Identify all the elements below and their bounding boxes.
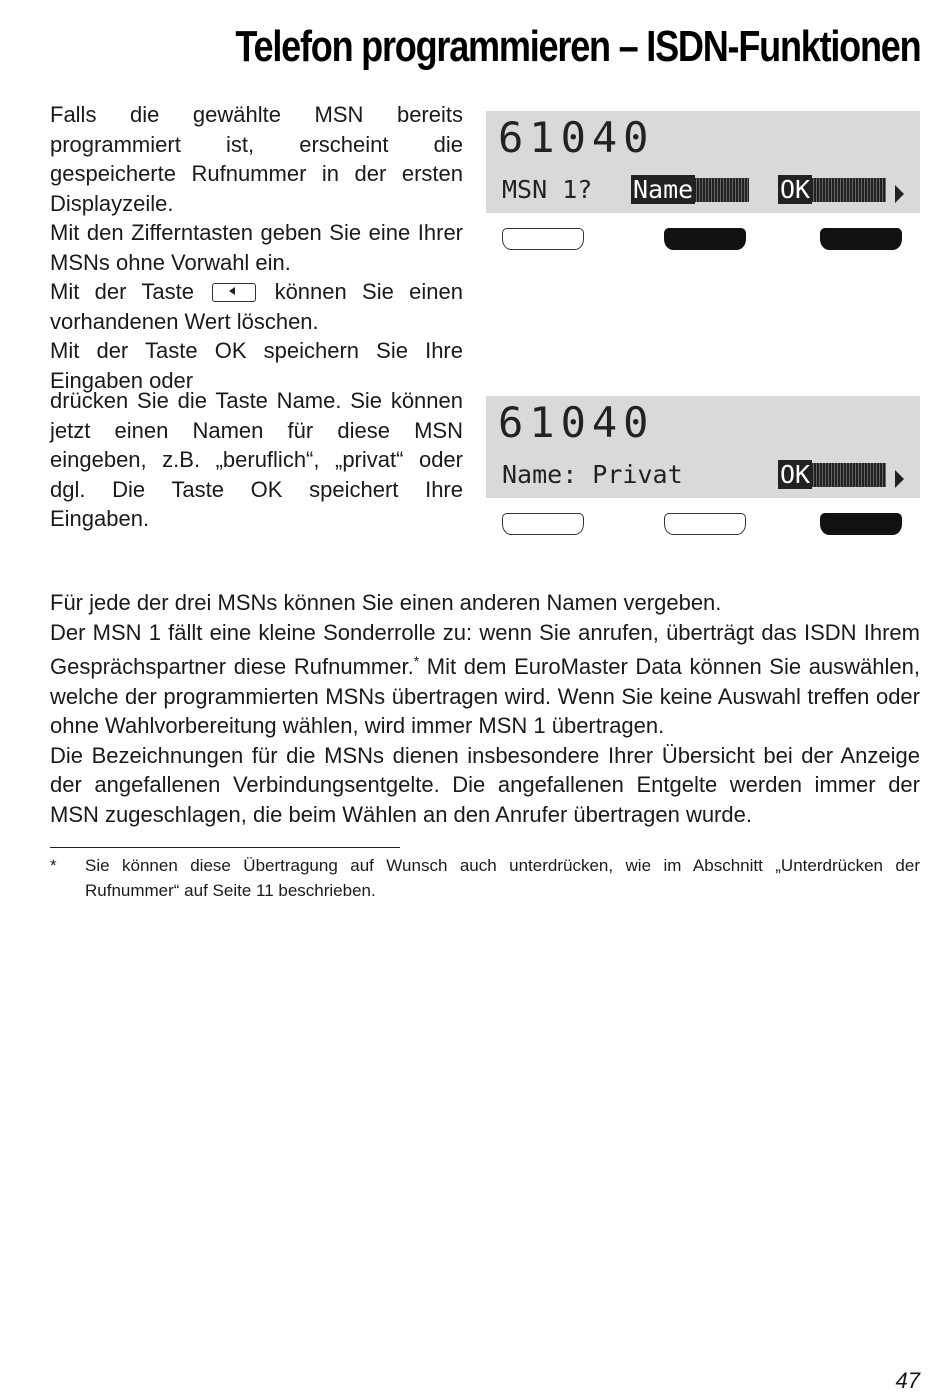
soft-button-left[interactable]: [502, 513, 584, 535]
display-line2: Name: Privat: [502, 460, 683, 489]
paragraph: [50, 277, 463, 336]
softkey-ok-label: OK: [780, 175, 811, 204]
paragraph: Falls die gewählte MSN bereits programmiert ist, erscheint die gespeicherte Rufnummer in der ersten Displayzeile.: [50, 102, 463, 216]
body-text: [50, 588, 920, 829]
footnote: [50, 853, 920, 903]
footnote-divider: [50, 847, 400, 848]
footnote-star: *: [50, 856, 57, 875]
phone-display-name: [486, 396, 920, 498]
softkey-name: [631, 175, 749, 205]
arrow-right-icon: [895, 185, 904, 203]
footnote-marker: *: [413, 653, 420, 669]
intro-text: [50, 100, 463, 395]
soft-button-left[interactable]: [502, 228, 584, 250]
softkey-ok: [778, 460, 886, 490]
paragraph: Die Bezeichnungen für die MSNs dienen insbesondere Ihrer Übersicht bei der Anzeige der angefallenen Verbindungsentgelte. Die angefallenen Entgelte werden immer der MSN zugeschlagen, die beim Wählen an den Anrufer übertragen wurde.: [50, 742, 920, 827]
text: Mit dem EuroMaster Data können Sie auswählen, welche der programmierten MSNs übertragen wird. Wenn Sie keine Auswahl treffen oder ohne Wahlvorbereitung wählen, wird immer MSN 1 übertragen.: [50, 654, 920, 738]
delete-key-icon: [212, 283, 256, 302]
phone-display-msn: [486, 111, 920, 213]
footnote-text: Sie können diese Übertragung auf Wunsch auch unterdrücken, wie im Abschnitt „Unterdrücken der Rufnummer“ auf Seite 11 beschrieben.: [85, 856, 920, 900]
softkey-ok-label: OK: [780, 460, 811, 489]
softkey-name-label: Name: [633, 175, 694, 204]
page-title: Telefon programmieren – ISDN-Funktionen: [234, 22, 920, 71]
name-text: [50, 386, 463, 534]
softkey-ok: [778, 175, 886, 205]
text: Der MSN 1 fällt eine kleine Sonderrolle zu: wenn Sie anrufen, überträgt das ISDN Ihrem Gesprächspartner diese Rufnummer.: [50, 619, 920, 679]
soft-button-middle[interactable]: [664, 228, 746, 250]
paragraph: Für jede der drei MSNs können Sie einen anderen Namen vergeben.: [50, 590, 722, 615]
display-number: 61040: [498, 113, 655, 162]
arrow-right-icon: [895, 470, 904, 488]
text: Mit der Taste: [50, 279, 194, 304]
paragraph: drücken Sie die Taste Name. Sie können jetzt einen Namen für diese MSN eingeben, z.B. „beruflich“, „privat“ oder dgl. Die Taste OK speichert Ihre Eingaben.: [50, 388, 463, 531]
soft-button-middle[interactable]: [664, 513, 746, 535]
soft-button-right[interactable]: [820, 513, 902, 535]
soft-button-right[interactable]: [820, 228, 902, 250]
text: können Sie einen vorhandenen Wert löschen.: [50, 279, 463, 334]
display-number: 61040: [498, 398, 655, 447]
paragraph: Mit der Taste OK speichern Sie Ihre Eingaben oder: [50, 338, 463, 393]
paragraph: Mit den Zifferntasten geben Sie eine Ihrer MSNs ohne Vorwahl ein.: [50, 220, 463, 275]
display-line2: MSN 1?: [502, 175, 593, 204]
page-number: 47: [895, 1368, 920, 1393]
paragraph: [50, 618, 920, 741]
